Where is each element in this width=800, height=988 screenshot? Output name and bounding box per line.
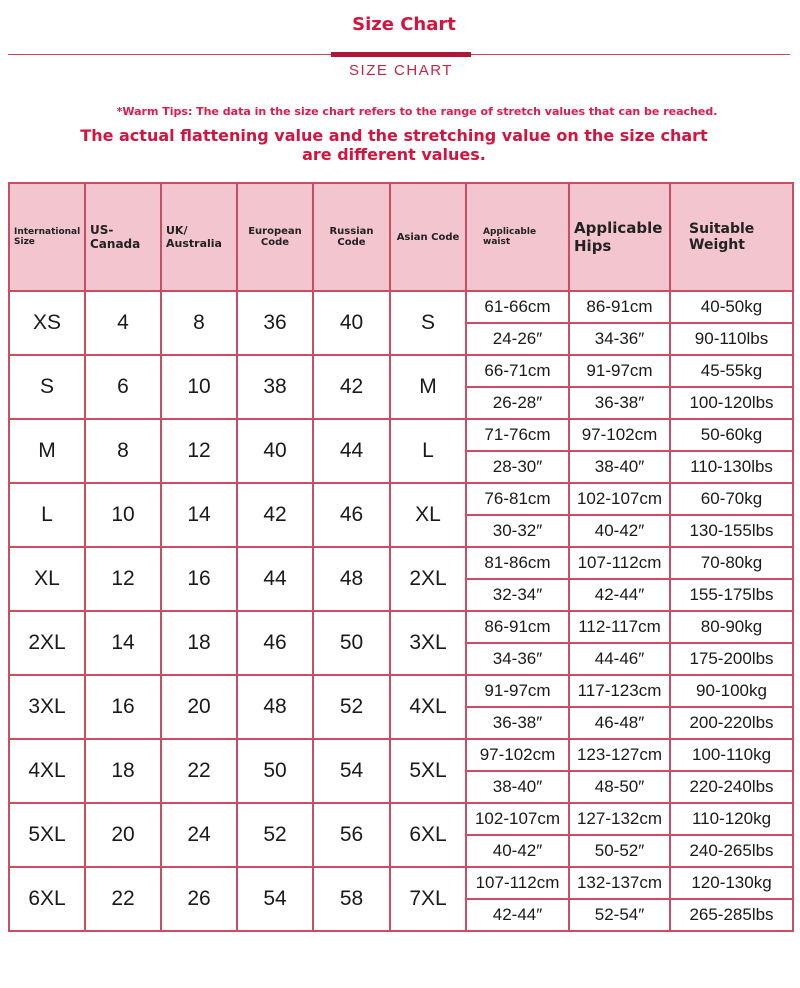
table-header-row [9,183,793,291]
cell-asian-code: 4XL [390,675,466,739]
cell-asian-code: 5XL [390,739,466,803]
cell-asian-code: M [390,355,466,419]
cell-weight-lbs: 200-220lbs [670,707,793,739]
header-uk-australia: UK/ Australia [161,183,237,291]
cell-asian-code: XL [390,483,466,547]
cell-weight-kg: 80-90kg [670,611,793,643]
cell-waist-in: 42-44″ [466,899,569,931]
cell-hips-in: 46-48″ [569,707,670,739]
header-us-canada: US- Canada [85,183,161,291]
cell-weight-lbs: 175-200lbs [670,643,793,675]
cell-us-canada: 10 [85,483,161,547]
cell-waist-cm: 91-97cm [466,675,569,707]
header-suitable-weight: Suitable Weight [670,183,793,291]
table-row [9,355,793,387]
cell-hips-cm: 97-102cm [569,419,670,451]
cell-intl-size: XS [9,291,85,355]
cell-weight-kg: 70-80kg [670,547,793,579]
header-applicable-waist: Applicable waist [466,183,569,291]
cell-hips-in: 48-50″ [569,771,670,803]
cell-waist-in: 38-40″ [466,771,569,803]
cell-intl-size: 4XL [9,739,85,803]
cell-waist-cm: 76-81cm [466,483,569,515]
header-asian-code: Asian Code [390,183,466,291]
cell-us-canada: 8 [85,419,161,483]
cell-waist-in: 36-38″ [466,707,569,739]
cell-intl-size: L [9,483,85,547]
cell-weight-lbs: 90-110lbs [670,323,793,355]
table-row [9,675,793,707]
cell-intl-size: 3XL [9,675,85,739]
cell-european-code: 46 [237,611,313,675]
cell-hips-cm: 123-127cm [569,739,670,771]
cell-uk-australia: 24 [161,803,237,867]
cell-asian-code: 7XL [390,867,466,931]
cell-waist-in: 26-28″ [466,387,569,419]
cell-uk-australia: 18 [161,611,237,675]
cell-waist-cm: 71-76cm [466,419,569,451]
cell-hips-cm: 91-97cm [569,355,670,387]
cell-weight-kg: 60-70kg [670,483,793,515]
cell-us-canada: 18 [85,739,161,803]
cell-intl-size: XL [9,547,85,611]
cell-waist-cm: 97-102cm [466,739,569,771]
cell-weight-lbs: 220-240lbs [670,771,793,803]
cell-hips-cm: 107-112cm [569,547,670,579]
cell-weight-kg: 50-60kg [670,419,793,451]
cell-russian-code: 54 [313,739,390,803]
cell-weight-kg: 40-50kg [670,291,793,323]
cell-uk-australia: 12 [161,419,237,483]
cell-uk-australia: 8 [161,291,237,355]
cell-us-canada: 22 [85,867,161,931]
cell-hips-in: 34-36″ [569,323,670,355]
cell-hips-in: 42-44″ [569,579,670,611]
cell-intl-size: 2XL [9,611,85,675]
cell-russian-code: 40 [313,291,390,355]
note [0,126,788,164]
cell-weight-lbs: 110-130lbs [670,451,793,483]
cell-hips-in: 36-38″ [569,387,670,419]
note-line-1: The actual flattening value and the stretching value on the size chart [80,126,708,145]
size-table [8,182,794,932]
cell-russian-code: 52 [313,675,390,739]
header-european-code: European Code [237,183,313,291]
cell-hips-in: 38-40″ [569,451,670,483]
cell-weight-kg: 120-130kg [670,867,793,899]
note-line-2: are different values. [302,145,486,164]
cell-asian-code: 3XL [390,611,466,675]
cell-weight-lbs: 265-285lbs [670,899,793,931]
table-row [9,419,793,451]
cell-waist-in: 28-30″ [466,451,569,483]
cell-us-canada: 14 [85,611,161,675]
size-table-body [9,291,793,931]
cell-waist-cm: 81-86cm [466,547,569,579]
header-international-size: International Size [9,183,85,291]
cell-russian-code: 48 [313,547,390,611]
cell-hips-in: 52-54″ [569,899,670,931]
table-row [9,803,793,835]
cell-european-code: 40 [237,419,313,483]
cell-hips-in: 40-42″ [569,515,670,547]
cell-waist-in: 40-42″ [466,835,569,867]
header-russian-code: Russian Code [313,183,390,291]
table-row [9,611,793,643]
cell-weight-lbs: 240-265lbs [670,835,793,867]
table-row [9,867,793,899]
cell-uk-australia: 20 [161,675,237,739]
cell-waist-cm: 102-107cm [466,803,569,835]
cell-weight-kg: 110-120kg [670,803,793,835]
cell-uk-australia: 16 [161,547,237,611]
cell-waist-in: 34-36″ [466,643,569,675]
cell-waist-cm: 66-71cm [466,355,569,387]
cell-russian-code: 50 [313,611,390,675]
header-applicable-hips: Applicable Hips [569,183,670,291]
cell-weight-lbs: 130-155lbs [670,515,793,547]
table-row [9,739,793,771]
cell-european-code: 36 [237,291,313,355]
cell-asian-code: 6XL [390,803,466,867]
warm-tip: *Warm Tips: The data in the size chart refers to the range of stretch values that can be reached. [116,105,718,118]
cell-european-code: 38 [237,355,313,419]
cell-weight-lbs: 155-175lbs [670,579,793,611]
cell-uk-australia: 26 [161,867,237,931]
cell-russian-code: 56 [313,803,390,867]
cell-european-code: 42 [237,483,313,547]
cell-russian-code: 44 [313,419,390,483]
page-subtitle: SIZE CHART [349,62,453,79]
cell-russian-code: 42 [313,355,390,419]
cell-us-canada: 6 [85,355,161,419]
cell-waist-cm: 107-112cm [466,867,569,899]
cell-hips-in: 44-46″ [569,643,670,675]
cell-us-canada: 16 [85,675,161,739]
cell-uk-australia: 22 [161,739,237,803]
cell-hips-cm: 102-107cm [569,483,670,515]
cell-intl-size: S [9,355,85,419]
table-row [9,483,793,515]
cell-hips-in: 50-52″ [569,835,670,867]
cell-russian-code: 46 [313,483,390,547]
cell-asian-code: 2XL [390,547,466,611]
cell-us-canada: 20 [85,803,161,867]
cell-european-code: 52 [237,803,313,867]
table-row [9,547,793,579]
divider-accent [331,52,471,57]
cell-waist-cm: 61-66cm [466,291,569,323]
cell-weight-kg: 100-110kg [670,739,793,771]
cell-russian-code: 58 [313,867,390,931]
cell-hips-cm: 127-132cm [569,803,670,835]
cell-weight-kg: 45-55kg [670,355,793,387]
cell-uk-australia: 10 [161,355,237,419]
cell-hips-cm: 86-91cm [569,291,670,323]
cell-waist-in: 32-34″ [466,579,569,611]
cell-intl-size: M [9,419,85,483]
cell-waist-in: 30-32″ [466,515,569,547]
page-title: Size Chart [352,14,456,35]
cell-european-code: 48 [237,675,313,739]
cell-european-code: 54 [237,867,313,931]
cell-uk-australia: 14 [161,483,237,547]
cell-weight-lbs: 100-120lbs [670,387,793,419]
cell-european-code: 44 [237,547,313,611]
cell-hips-cm: 132-137cm [569,867,670,899]
cell-asian-code: S [390,291,466,355]
cell-us-canada: 4 [85,291,161,355]
cell-european-code: 50 [237,739,313,803]
cell-us-canada: 12 [85,547,161,611]
cell-waist-cm: 86-91cm [466,611,569,643]
cell-waist-in: 24-26″ [466,323,569,355]
cell-intl-size: 5XL [9,803,85,867]
cell-weight-kg: 90-100kg [670,675,793,707]
cell-asian-code: L [390,419,466,483]
cell-hips-cm: 112-117cm [569,611,670,643]
cell-intl-size: 6XL [9,867,85,931]
table-row [9,291,793,323]
cell-hips-cm: 117-123cm [569,675,670,707]
